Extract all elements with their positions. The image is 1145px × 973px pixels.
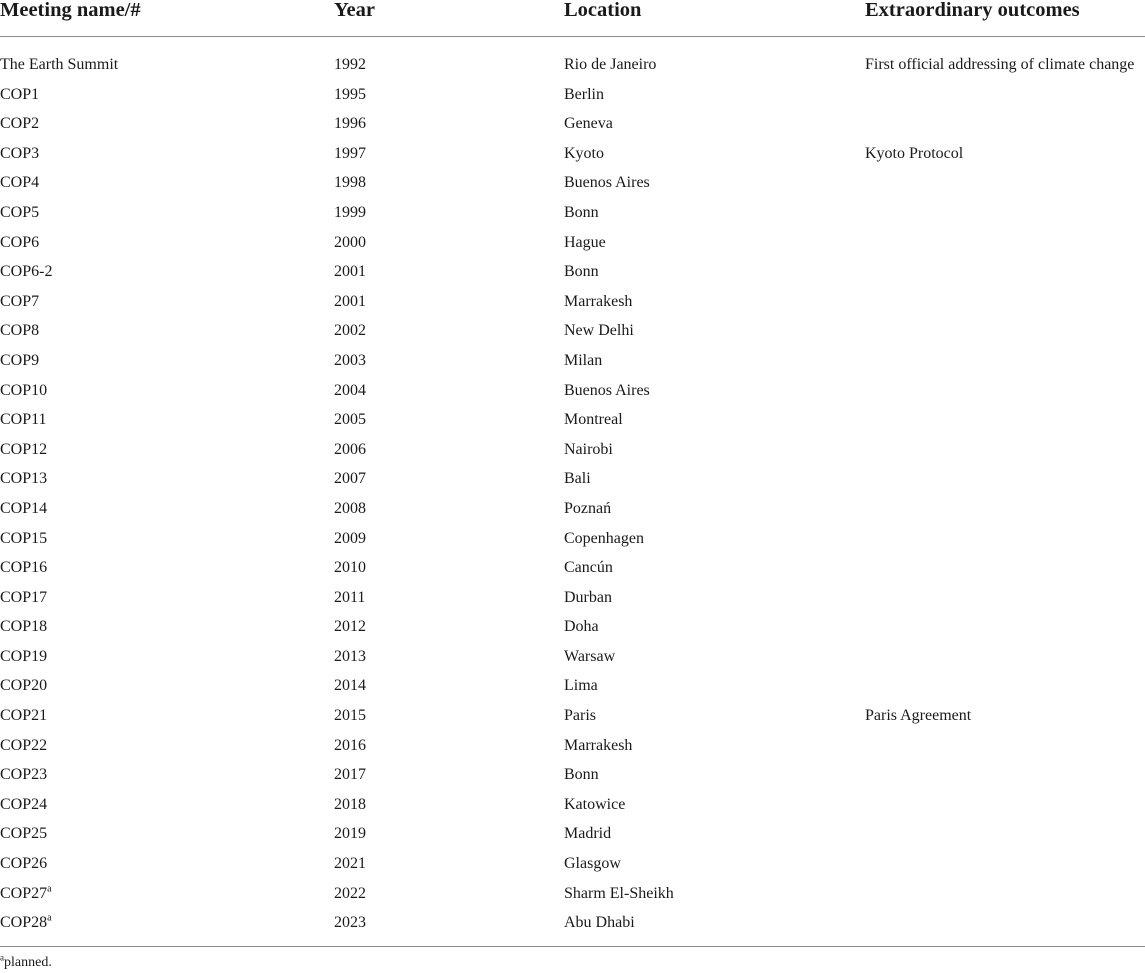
table-row xyxy=(0,495,1145,525)
table-row xyxy=(0,110,1145,140)
cell-meeting-name xyxy=(0,850,47,878)
table-row xyxy=(0,672,1145,702)
cell-meeting-name xyxy=(0,51,118,79)
table-row xyxy=(0,643,1145,673)
meeting-name-text: COP17 xyxy=(0,588,48,606)
cell-location: Katowice xyxy=(564,795,626,813)
cell-year: 1997 xyxy=(334,144,366,162)
meeting-name-text: COP25 xyxy=(0,825,48,843)
cell-location: Buenos Aires xyxy=(564,174,650,192)
table-row xyxy=(0,613,1145,643)
cell-location: Marrakesh xyxy=(564,736,633,754)
cell-meeting-name xyxy=(0,909,52,937)
header-outcomes: Extraordinary outcomes xyxy=(865,0,1080,21)
cell-location: Copenhagen xyxy=(564,529,644,547)
table-row xyxy=(0,465,1145,495)
table-row xyxy=(0,51,1145,81)
cell-meeting-name xyxy=(0,761,47,789)
meeting-name-text: COP21 xyxy=(0,707,48,725)
cell-year: 2011 xyxy=(334,588,366,606)
cell-location: Bonn xyxy=(564,263,599,281)
cell-year: 1996 xyxy=(334,115,366,133)
meeting-name-text: COP6-2 xyxy=(0,263,53,281)
cell-location: Glasgow xyxy=(564,855,621,873)
cell-meeting-name xyxy=(0,436,47,464)
cell-meeting-name xyxy=(0,880,52,908)
meeting-name-text: COP19 xyxy=(0,647,48,665)
header-location: Location xyxy=(564,0,642,21)
cell-meeting-name xyxy=(0,554,47,582)
cell-location: Milan xyxy=(564,351,603,369)
meeting-name-text: COP4 xyxy=(0,174,40,192)
meeting-name-text: COP14 xyxy=(0,499,48,517)
cell-location: Madrid xyxy=(564,825,612,843)
cell-meeting-name xyxy=(0,613,47,641)
cell-year: 2015 xyxy=(334,707,366,725)
cell-meeting-name xyxy=(0,288,39,316)
cell-meeting-name xyxy=(0,525,47,553)
table-row xyxy=(0,377,1145,407)
meeting-name-text: COP27 xyxy=(0,884,48,902)
cell-year: 2023 xyxy=(334,914,366,932)
cell-year: 2018 xyxy=(334,795,366,813)
table-row xyxy=(0,909,1145,939)
meeting-name-text: COP22 xyxy=(0,736,48,754)
table-row xyxy=(0,317,1145,347)
table-row xyxy=(0,347,1145,377)
cell-year: 2012 xyxy=(334,618,366,636)
meeting-name-text: COP6 xyxy=(0,233,40,251)
footnote-text: planned. xyxy=(4,955,52,970)
meeting-name-text: COP23 xyxy=(0,766,48,784)
cell-meeting-name xyxy=(0,258,52,286)
meeting-name-text: COP18 xyxy=(0,618,48,636)
cell-year: 1998 xyxy=(334,174,366,192)
table-row xyxy=(0,761,1145,791)
cell-meeting-name xyxy=(0,81,39,109)
cell-year: 1992 xyxy=(334,56,366,73)
cell-year: 2016 xyxy=(334,736,366,754)
table-header-row xyxy=(0,0,1145,37)
cell-year: 2001 xyxy=(334,263,366,281)
table-bottom-rule xyxy=(0,946,1145,947)
cell-location: Poznań xyxy=(564,499,612,517)
table-row xyxy=(0,169,1145,199)
cell-location: Bonn xyxy=(564,766,599,784)
meeting-name-text: COP12 xyxy=(0,440,48,458)
cell-location: Rio de Janeiro xyxy=(564,56,657,73)
cell-location: Hague xyxy=(564,233,606,251)
cell-location: Berlin xyxy=(564,85,604,103)
cell-year: 1999 xyxy=(334,203,366,221)
footnote-ref: a xyxy=(47,883,52,895)
table-row xyxy=(0,258,1145,288)
cell-location: Kyoto xyxy=(564,144,604,162)
cell-location: Lima xyxy=(564,677,598,695)
cell-location: Doha xyxy=(564,618,599,636)
cell-location: Warsaw xyxy=(564,647,616,665)
cell-meeting-name xyxy=(0,791,47,819)
meeting-name-text: COP20 xyxy=(0,677,48,695)
table-footnote xyxy=(0,954,52,972)
cell-location: New Delhi xyxy=(564,322,634,340)
cell-year: 2006 xyxy=(334,440,366,458)
table-row xyxy=(0,554,1145,584)
table-row xyxy=(0,584,1145,614)
cell-year: 2004 xyxy=(334,381,366,399)
cell-location: Nairobi xyxy=(564,440,613,458)
cell-meeting-name xyxy=(0,465,47,493)
meeting-name-text: COP10 xyxy=(0,381,48,399)
meeting-name-text: COP5 xyxy=(0,203,40,221)
cell-location: Durban xyxy=(564,588,612,606)
cell-meeting-name xyxy=(0,672,47,700)
cell-location: Marrakesh xyxy=(564,292,633,310)
cell-outcome: Paris Agreement xyxy=(865,707,972,725)
meeting-name-text: COP2 xyxy=(0,115,40,133)
meeting-name-text: COP24 xyxy=(0,795,48,813)
table-body xyxy=(0,37,1145,939)
meeting-name-text: COP9 xyxy=(0,351,40,369)
cell-location: Bali xyxy=(564,470,591,488)
cell-location: Sharm El-Sheikh xyxy=(564,884,674,902)
cell-meeting-name xyxy=(0,140,39,168)
cell-location: Cancún xyxy=(564,559,613,577)
footnote-ref: a xyxy=(47,912,52,924)
meeting-name-text: COP16 xyxy=(0,559,48,577)
cell-location: Abu Dhabi xyxy=(564,914,635,932)
cell-meeting-name xyxy=(0,110,39,138)
footnote-marker: a xyxy=(0,952,4,963)
cell-meeting-name xyxy=(0,169,39,197)
meeting-name-text: COP13 xyxy=(0,470,48,488)
cell-meeting-name xyxy=(0,584,47,612)
cell-year: 2013 xyxy=(334,647,366,665)
cell-meeting-name xyxy=(0,495,47,523)
table-row xyxy=(0,791,1145,821)
cell-meeting-name xyxy=(0,229,39,257)
meeting-name-text: COP15 xyxy=(0,529,48,547)
header-meeting-name: Meeting name/# xyxy=(0,0,141,21)
cell-year: 2021 xyxy=(334,855,366,873)
cell-year: 2009 xyxy=(334,529,366,547)
cell-year: 2000 xyxy=(334,233,366,251)
cell-meeting-name xyxy=(0,347,39,375)
table-row xyxy=(0,820,1145,850)
header-year: Year xyxy=(334,0,375,21)
cell-year: 2014 xyxy=(334,677,366,695)
cell-meeting-name xyxy=(0,820,47,848)
cell-outcome: Kyoto Protocol xyxy=(865,144,964,162)
cell-location: Geneva xyxy=(564,115,613,133)
meeting-name-text: COP7 xyxy=(0,292,40,310)
cell-year: 2003 xyxy=(334,351,366,369)
table-row xyxy=(0,732,1145,762)
cell-meeting-name xyxy=(0,702,47,730)
table-row xyxy=(0,81,1145,111)
cell-meeting-name xyxy=(0,377,47,405)
cell-year: 1995 xyxy=(334,85,366,103)
cell-meeting-name xyxy=(0,406,47,434)
meeting-name-text: The Earth Summit xyxy=(0,56,119,73)
cell-location: Bonn xyxy=(564,203,599,221)
meeting-name-text: COP1 xyxy=(0,85,40,103)
table-row xyxy=(0,288,1145,318)
meeting-name-text: COP8 xyxy=(0,322,40,340)
table-row xyxy=(0,702,1145,732)
cell-year: 2019 xyxy=(334,825,366,843)
cell-meeting-name xyxy=(0,199,39,227)
cell-year: 2001 xyxy=(334,292,366,310)
cell-year: 2022 xyxy=(334,884,366,902)
cell-meeting-name xyxy=(0,732,47,760)
meeting-name-text: COP28 xyxy=(0,914,48,932)
cell-outcome: First official addressing of climate change xyxy=(865,56,1135,73)
table-row xyxy=(0,880,1145,910)
cell-year: 2017 xyxy=(334,766,366,784)
table-row xyxy=(0,436,1145,466)
cell-location: Paris xyxy=(564,707,596,725)
meeting-name-text: COP11 xyxy=(0,411,47,429)
table-row xyxy=(0,850,1145,880)
cell-year: 2007 xyxy=(334,470,366,488)
table-row xyxy=(0,406,1145,436)
cell-year: 2010 xyxy=(334,559,366,577)
cell-year: 2002 xyxy=(334,322,366,340)
cell-year: 2008 xyxy=(334,499,366,517)
cell-meeting-name xyxy=(0,317,39,345)
meeting-name-text: COP3 xyxy=(0,144,40,162)
table-row xyxy=(0,229,1145,259)
meeting-name-text: COP26 xyxy=(0,855,48,873)
cell-meeting-name xyxy=(0,643,47,671)
cell-location: Montreal xyxy=(564,411,623,429)
table-row xyxy=(0,199,1145,229)
table-row xyxy=(0,140,1145,170)
table-row xyxy=(0,525,1145,555)
cell-location: Buenos Aires xyxy=(564,381,650,399)
cell-year: 2005 xyxy=(334,411,366,429)
